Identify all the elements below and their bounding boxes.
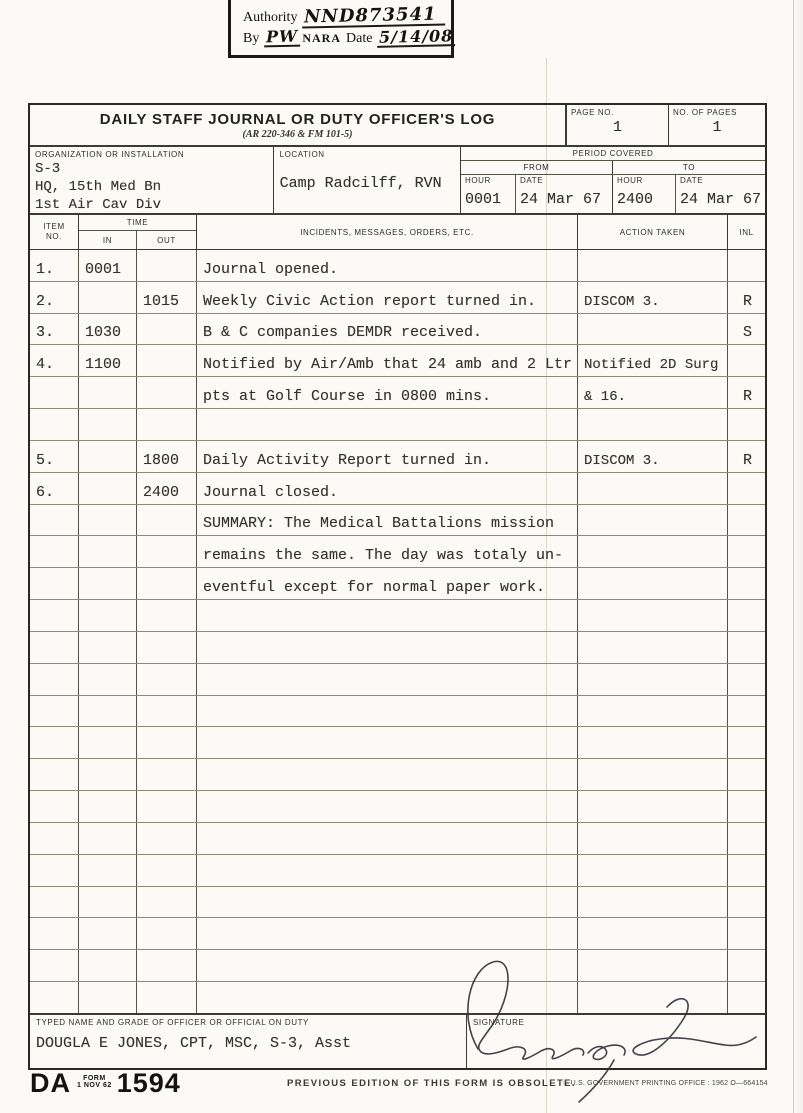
- journal-cell-in: [79, 377, 137, 408]
- da-form-1594: [28, 103, 767, 1070]
- journal-cell-incident: [197, 632, 578, 663]
- journal-cell-action: DISCOM 3.: [578, 441, 728, 472]
- journal-cell-out: [137, 568, 197, 599]
- journal-cell-inl: [728, 250, 765, 281]
- journal-cell-action: [578, 664, 728, 695]
- journal-cell-out: 2400: [137, 473, 197, 504]
- organization-label: ORGANIZATION OR INSTALLATION: [35, 150, 185, 159]
- journal-cell-no: [30, 918, 79, 949]
- journal-cell-out: [137, 632, 197, 663]
- journal-cell-action: [578, 696, 728, 727]
- column-time: [79, 215, 197, 249]
- journal-cell-inl: [728, 568, 765, 599]
- journal-cell-out: [137, 600, 197, 631]
- journal-cell-incident: [197, 887, 578, 918]
- journal-row: [30, 376, 765, 408]
- journal-cell-inl: S: [742, 324, 752, 342]
- journal-cell-inl: R: [742, 451, 752, 469]
- journal-cell-in: [79, 664, 137, 695]
- journal-cell-action: [578, 409, 728, 440]
- journal-cell-no: [30, 664, 79, 695]
- journal-row: [30, 886, 765, 918]
- time-in-label: IN: [79, 231, 137, 249]
- by-initials-handwritten: PW: [264, 29, 300, 48]
- journal-row: [30, 790, 765, 822]
- journal-row: [30, 917, 765, 949]
- no-of-pages-label: NO. OF PAGES: [673, 108, 737, 117]
- to-hour-value: 2400: [613, 186, 676, 213]
- journal-cell-inl: [728, 982, 765, 1013]
- journal-cell-no: [30, 505, 79, 536]
- journal-row: [30, 981, 765, 1013]
- scan-edge-shade: [794, 0, 803, 1113]
- journal-cell-action: Notified 2D Surg: [578, 345, 728, 376]
- journal-cell-action: [578, 600, 728, 631]
- journal-cell-incident: eventful except for normal paper work.: [197, 568, 578, 599]
- stamp-by-row: [243, 26, 454, 47]
- journal-cell-incident: pts at Golf Course in 0800 mins.: [197, 377, 578, 408]
- journal-cell-incident: Weekly Civic Action report turned in.: [197, 282, 578, 313]
- signature-label: SIGNATURE: [473, 1018, 525, 1027]
- time-out-label: OUT: [157, 235, 176, 245]
- journal-cell-action: [578, 887, 728, 918]
- journal-cell-inl: [728, 855, 765, 886]
- journal-cell-incident: Notified by Air/Amb that 24 amb and 2 Ltr: [197, 345, 578, 376]
- journal-cell-inl: [728, 505, 765, 536]
- journal-cell-in: [79, 791, 137, 822]
- hour-date-values-row: [461, 186, 765, 213]
- journal-cell-no: [30, 791, 79, 822]
- journal-cell-in: [79, 823, 137, 854]
- journal-cell-out: [137, 314, 197, 345]
- journal-cell-in: [79, 855, 137, 886]
- journal-cell-inl: [728, 823, 765, 854]
- form-title-cell: [30, 105, 567, 145]
- journal-cell-out: 1015: [137, 282, 197, 313]
- journal-cell-incident: [197, 759, 578, 790]
- journal-cell-action: & 16.: [578, 377, 728, 408]
- form-subtitle: (AR 220-346 & FM 101-5): [242, 129, 353, 140]
- journal-cell-no: [30, 536, 79, 567]
- journal-row: [30, 758, 765, 790]
- to-hour-label: HOUR: [613, 175, 676, 186]
- journal-cell-inl: R: [742, 388, 752, 406]
- journal-cell-action: [578, 505, 728, 536]
- journal-cell-incident: [197, 982, 578, 1013]
- journal-cell-out: [137, 855, 197, 886]
- hour-date-labels-row: [461, 174, 765, 186]
- obsolete-note: PREVIOUS EDITION OF THIS FORM IS OBSOLETE.: [287, 1078, 576, 1089]
- journal-cell-no: 1.: [30, 250, 79, 281]
- journal-cell-out: [137, 727, 197, 758]
- journal-row: [30, 822, 765, 854]
- journal-cell-no: [30, 759, 79, 790]
- organization-line-3: 1st Air Cav Div: [35, 197, 162, 213]
- journal-cell-in: [79, 982, 137, 1013]
- journal-cell-inl: [728, 536, 765, 567]
- journal-cell-in: 1030: [79, 314, 137, 345]
- journal-cell-no: 4.: [30, 345, 79, 376]
- journal-cell-in: 0001: [79, 250, 137, 281]
- nara-label: NARA: [302, 31, 342, 45]
- journal-cell-inl: [728, 632, 765, 663]
- journal-body: [30, 250, 765, 1013]
- journal-cell-in: [79, 473, 137, 504]
- to-date-value: 24 Mar 67: [679, 191, 761, 208]
- to-label: TO: [682, 163, 696, 172]
- form-title: DAILY STAFF JOURNAL OR DUTY OFFICER'S LOG: [99, 111, 496, 128]
- journal-row: [30, 599, 765, 631]
- authority-label: Authority: [243, 10, 298, 25]
- journal-cell-in: [79, 441, 137, 472]
- journal-cell-action: [578, 855, 728, 886]
- journal-cell-incident: remains the same. The day was totaly un-: [197, 536, 578, 567]
- journal-row: [30, 535, 765, 567]
- journal-cell-action: [578, 568, 728, 599]
- from-hour-label: HOUR: [461, 175, 516, 186]
- journal-cell-no: [30, 727, 79, 758]
- journal-cell-out: [137, 696, 197, 727]
- journal-cell-action: [578, 314, 728, 345]
- period-covered-section: [461, 147, 765, 213]
- no-of-pages-cell: [669, 105, 765, 145]
- date-label: Date: [346, 31, 373, 46]
- journal-row: [30, 281, 765, 313]
- journal-cell-in: [79, 759, 137, 790]
- journal-cell-inl: [728, 473, 765, 504]
- journal-cell-incident: [197, 727, 578, 758]
- journal-row: [30, 854, 765, 886]
- form-header: [30, 105, 765, 147]
- journal-cell-incident: [197, 950, 578, 981]
- journal-row: [30, 313, 765, 345]
- journal-cell-no: 3.: [30, 314, 79, 345]
- journal-cell-incident: [197, 918, 578, 949]
- journal-cell-inl: [728, 887, 765, 918]
- location-value: Camp Radcilff, RVN: [279, 175, 442, 192]
- journal-cell-no: [30, 950, 79, 981]
- printing-office-note: ☆ U.S. GOVERNMENT PRINTING OFFICE : 1962 O—664154: [562, 1080, 768, 1087]
- journal-cell-action: [578, 823, 728, 854]
- form-edition-date: 1 NOV 62: [77, 1082, 112, 1089]
- journal-cell-out: [137, 887, 197, 918]
- journal-cell-out: [137, 982, 197, 1013]
- journal-cell-action: [578, 759, 728, 790]
- page-no-label: PAGE NO.: [571, 108, 614, 117]
- journal-cell-inl: [728, 409, 765, 440]
- journal-cell-action: [578, 791, 728, 822]
- journal-cell-in: [79, 409, 137, 440]
- no-of-pages-value: 1: [712, 119, 722, 136]
- journal-cell-in: [79, 887, 137, 918]
- journal-cell-incident: SUMMARY: The Medical Battalions mission: [197, 505, 578, 536]
- stamp-date-handwritten: 5/14/08: [377, 28, 456, 48]
- journal-cell-out: [137, 759, 197, 790]
- from-date-value: 24 Mar 67: [516, 186, 613, 213]
- journal-row: [30, 344, 765, 376]
- journal-row: [30, 695, 765, 727]
- journal-cell-in: [79, 282, 137, 313]
- journal-cell-incident: Daily Activity Report turned in.: [197, 441, 578, 472]
- journal-cell-in: 1100: [79, 345, 137, 376]
- column-inl: INL: [739, 227, 754, 237]
- signature-cell: [467, 1015, 765, 1068]
- journal-cell-out: [137, 409, 197, 440]
- from-label: FROM: [461, 161, 613, 174]
- organization-line-2: HQ, 15th Med Bn: [35, 179, 162, 195]
- journal-cell-no: [30, 600, 79, 631]
- journal-cell-out: [137, 536, 197, 567]
- da-prefix: DA: [30, 1068, 71, 1098]
- nara-declassification-stamp: [228, 0, 454, 58]
- journal-cell-no: [30, 696, 79, 727]
- journal-cell-out: [137, 345, 197, 376]
- organization-line-1: S-3: [35, 161, 61, 177]
- time-label: TIME: [79, 215, 196, 231]
- organization-cell: [30, 147, 274, 213]
- journal-cell-in: [79, 696, 137, 727]
- stamp-authority-row: [243, 3, 443, 28]
- typed-name-cell: [30, 1015, 467, 1068]
- journal-cell-in: [79, 536, 137, 567]
- time-in-out-row: [79, 231, 196, 249]
- form-edition-stack: [77, 1075, 112, 1089]
- journal-cell-inl: [728, 696, 765, 727]
- journal-cell-incident: [197, 409, 578, 440]
- journal-cell-inl: [728, 759, 765, 790]
- form-word: FORM: [83, 1075, 106, 1082]
- journal-cell-action: [578, 727, 728, 758]
- journal-cell-no: 5.: [30, 441, 79, 472]
- journal-cell-in: [79, 505, 137, 536]
- journal-cell-inl: R: [742, 292, 752, 310]
- journal-cell-no: [30, 982, 79, 1013]
- location-label: LOCATION: [279, 150, 325, 159]
- journal-row: [30, 949, 765, 981]
- page-no-value: 1: [612, 119, 622, 136]
- journal-cell-inl: [728, 950, 765, 981]
- journal-cell-out: [137, 664, 197, 695]
- journal-cell-out: [137, 250, 197, 281]
- journal-cell-out: [137, 791, 197, 822]
- journal-row: [30, 250, 765, 281]
- journal-cell-inl: [728, 918, 765, 949]
- form-number: 1594: [116, 1068, 181, 1098]
- journal-cell-inl: [728, 791, 765, 822]
- journal-cell-no: [30, 409, 79, 440]
- journal-cell-out: [137, 918, 197, 949]
- typed-name-value: DOUGLA E JONES, CPT, MSC, S-3, Asst: [36, 1035, 352, 1052]
- journal-cell-in: [79, 632, 137, 663]
- journal-cell-incident: B & C companies DEMDR received.: [197, 314, 578, 345]
- journal-cell-action: [578, 982, 728, 1013]
- journal-cell-inl: [728, 664, 765, 695]
- journal-cell-action: [578, 632, 728, 663]
- journal-cell-in: [79, 568, 137, 599]
- journal-cell-action: DISCOM 3.: [578, 282, 728, 313]
- journal-cell-in: [79, 600, 137, 631]
- signature-band: [30, 1013, 765, 1068]
- journal-cell-action: [578, 918, 728, 949]
- from-hour-value: 0001: [461, 186, 516, 213]
- journal-cell-no: [30, 632, 79, 663]
- from-to-row: [461, 160, 765, 174]
- period-covered-label: PERIOD COVERED: [572, 149, 654, 158]
- journal-cell-incident: [197, 823, 578, 854]
- journal-cell-no: [30, 855, 79, 886]
- journal-cell-inl: [728, 345, 765, 376]
- journal-row: [30, 440, 765, 472]
- typed-name-label: TYPED NAME AND GRADE OF OFFICER OR OFFICIAL ON DUTY: [36, 1018, 309, 1027]
- journal-cell-incident: [197, 600, 578, 631]
- journal-cell-incident: [197, 664, 578, 695]
- journal-cell-inl: [728, 600, 765, 631]
- journal-cell-action: [578, 950, 728, 981]
- journal-cell-action: [578, 473, 728, 504]
- journal-cell-out: [137, 377, 197, 408]
- authority-number-handwritten: NND873541: [302, 6, 445, 29]
- journal-cell-action: [578, 536, 728, 567]
- journal-row: [30, 567, 765, 599]
- journal-cell-incident: [197, 791, 578, 822]
- journal-cell-incident: [197, 696, 578, 727]
- journal-row: [30, 472, 765, 504]
- journal-cell-out: [137, 505, 197, 536]
- journal-row: [30, 663, 765, 695]
- journal-cell-out: [137, 950, 197, 981]
- info-band: [30, 147, 765, 215]
- journal-cell-no: [30, 823, 79, 854]
- form-number-block: [30, 1068, 181, 1098]
- journal-cell-no: [30, 887, 79, 918]
- journal-row: [30, 726, 765, 758]
- page-no-cell: [567, 105, 669, 145]
- by-label: By: [243, 31, 260, 46]
- column-action-taken: ACTION TAKEN: [578, 215, 728, 249]
- journal-cell-out: 1800: [137, 441, 197, 472]
- journal-cell-no: [30, 377, 79, 408]
- journal-cell-out: [137, 823, 197, 854]
- from-date-label: DATE: [516, 175, 613, 186]
- item-label-bottom: NO.: [45, 232, 63, 241]
- journal-cell-in: [79, 918, 137, 949]
- journal-table-header: [30, 215, 765, 250]
- journal-cell-action: [578, 250, 728, 281]
- location-cell: [274, 147, 461, 213]
- journal-cell-in: [79, 950, 137, 981]
- journal-cell-no: 6.: [30, 473, 79, 504]
- journal-cell-no: 2.: [30, 282, 79, 313]
- column-item-no: [30, 215, 79, 249]
- journal-cell-incident: Journal closed.: [197, 473, 578, 504]
- journal-row: [30, 631, 765, 663]
- journal-cell-no: [30, 568, 79, 599]
- journal-row: [30, 408, 765, 440]
- item-label-top: ITEM: [43, 222, 65, 231]
- journal-cell-inl: [728, 727, 765, 758]
- to-date-label: DATE: [679, 176, 704, 185]
- column-incidents: INCIDENTS, MESSAGES, ORDERS, ETC.: [197, 215, 578, 249]
- journal-cell-incident: Journal opened.: [197, 250, 578, 281]
- journal-cell-in: [79, 727, 137, 758]
- journal-row: [30, 504, 765, 536]
- journal-cell-incident: [197, 855, 578, 886]
